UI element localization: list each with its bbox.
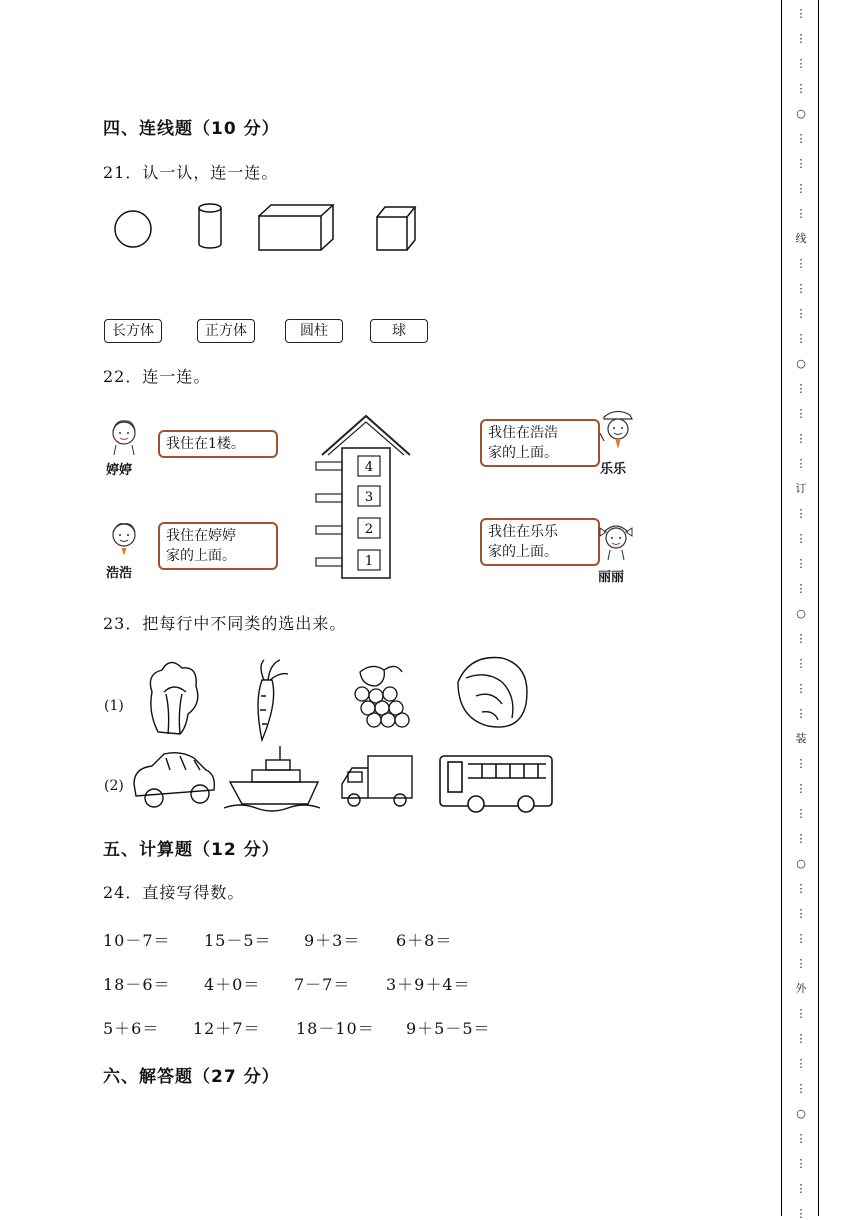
margin-circle-icon: ○ <box>796 1107 806 1120</box>
margin-dots: ⋮ <box>795 682 807 695</box>
margin-dots: ⋮ <box>795 832 807 845</box>
truck-icon <box>342 756 412 806</box>
margin-dots: ⋮ <box>795 432 807 445</box>
question-21-prompt: 21．认一认，连一连。 <box>103 163 279 182</box>
cube-shape <box>377 207 415 250</box>
margin-dots: ⋮ <box>795 207 807 220</box>
margin-dots: ⋮ <box>795 7 807 20</box>
margin-dots: ⋮ <box>795 407 807 420</box>
math-item: 18－10＝ <box>296 1019 375 1038</box>
boy-haohao-icon <box>104 518 144 558</box>
bus-icon <box>440 756 552 812</box>
lettuce-icon <box>150 662 197 734</box>
ship-icon <box>224 746 320 811</box>
name-haohao: 浩浩 <box>106 566 133 581</box>
margin-dots: ⋮ <box>795 557 807 570</box>
margin-dots: ⋮ <box>795 1057 807 1070</box>
margin-dots: ⋮ <box>795 957 807 970</box>
margin-dots: ⋮ <box>795 82 807 95</box>
margin-dots: ⋮ <box>795 282 807 295</box>
margin-dots: ⋮ <box>795 932 807 945</box>
floor-3-label: 3 <box>364 490 374 505</box>
grapes-icon <box>355 666 409 727</box>
name-tingting: 婷婷 <box>106 463 133 478</box>
speech-lili-line1: 我住在乐乐 <box>488 524 558 540</box>
margin-dots: ⋮ <box>795 757 807 770</box>
margin-dots: ⋮ <box>795 132 807 145</box>
label-sphere[interactable]: 球 <box>370 319 428 343</box>
margin-dots: ⋮ <box>795 157 807 170</box>
margin-dots: ⋮ <box>795 1132 807 1145</box>
margin-dots: ⋮ <box>795 582 807 595</box>
speech-haohao <box>158 522 278 570</box>
question-24-prompt: 24．直接写得数。 <box>103 883 245 902</box>
cylinder-shape <box>199 204 221 248</box>
margin-label: 线 <box>795 232 807 245</box>
section-title-6: 六、解答题（27 分） <box>103 1067 280 1087</box>
margin-dots: ⋮ <box>795 532 807 545</box>
row-2-images <box>130 742 560 814</box>
margin-dots: ⋮ <box>795 1007 807 1020</box>
car-icon <box>134 753 214 807</box>
margin-dots: ⋮ <box>795 632 807 645</box>
floor-1-label: 1 <box>364 554 374 569</box>
margin-dots: ⋮ <box>795 57 807 70</box>
margin-dots: ⋮ <box>795 1157 807 1170</box>
question-22-prompt: 22．连一连。 <box>103 367 211 386</box>
solid-shapes <box>100 196 440 260</box>
math-item: 9＋5－5＝ <box>406 1019 491 1038</box>
speech-lili-line2: 家的上面。 <box>488 544 558 560</box>
speech-haohao-line2: 家的上面。 <box>166 548 236 564</box>
math-item: 15－5＝ <box>204 931 272 950</box>
margin-dots: ⋮ <box>795 882 807 895</box>
sphere-shape <box>115 211 151 247</box>
label-cube[interactable]: 正方体 <box>197 319 255 343</box>
margin-dots: ⋮ <box>795 307 807 320</box>
margin-dots: ⋮ <box>795 507 807 520</box>
section-title-4: 四、连线题（10 分） <box>103 119 280 139</box>
floor-2-label: 2 <box>364 522 374 537</box>
speech-lele <box>480 419 600 467</box>
speech-lele-line1: 我住在浩浩 <box>488 425 558 441</box>
binding-margin <box>781 0 819 1220</box>
margin-dots: ⋮ <box>795 907 807 920</box>
margin-circle-icon: ○ <box>796 607 806 620</box>
row-2-label: (2) <box>104 778 124 794</box>
margin-dots: ⋮ <box>795 1032 807 1045</box>
name-lele: 乐乐 <box>600 462 627 477</box>
margin-label: 装 <box>795 732 807 745</box>
margin-dots: ⋮ <box>795 782 807 795</box>
floor-4-label: 4 <box>364 460 374 475</box>
math-item: 5＋6＝ <box>103 1019 160 1038</box>
label-cylinder[interactable]: 圆柱 <box>285 319 343 343</box>
margin-dots: ⋮ <box>795 257 807 270</box>
cabbage-icon <box>458 658 527 728</box>
question-23-prompt: 23．把每行中不同类的选出来。 <box>103 614 347 633</box>
apartment-building-icon <box>310 410 420 582</box>
math-item: 18－6＝ <box>103 975 171 994</box>
boy-lele-icon <box>596 405 640 451</box>
row-1-images <box>140 652 535 744</box>
name-lili: 丽丽 <box>598 570 625 585</box>
margin-label: 订 <box>795 482 807 495</box>
math-item: 9＋3＝ <box>304 931 361 950</box>
margin-dots: ⋮ <box>795 1082 807 1095</box>
margin-dots: ⋮ <box>795 182 807 195</box>
girl-lili-icon <box>596 520 636 564</box>
margin-dots: ⋮ <box>795 382 807 395</box>
margin-dots: ⋮ <box>795 332 807 345</box>
margin-circle-icon: ○ <box>796 857 806 870</box>
margin-dots: ⋮ <box>795 1182 807 1195</box>
cuboid-shape <box>259 205 333 250</box>
margin-dots: ⋮ <box>795 1207 807 1220</box>
margin-dots: ⋮ <box>795 707 807 720</box>
label-cuboid[interactable]: 长方体 <box>104 319 162 343</box>
speech-haohao-line1: 我住在婷婷 <box>166 528 236 544</box>
math-item: 10－7＝ <box>103 931 171 950</box>
row-1-label: (1) <box>104 698 124 714</box>
carrot-icon <box>258 660 288 740</box>
math-item: 7－7＝ <box>294 975 351 994</box>
margin-label: 外 <box>795 982 807 995</box>
speech-tingting: 我住在1楼。 <box>158 430 278 458</box>
margin-dots: ⋮ <box>795 657 807 670</box>
margin-circle-icon: ○ <box>796 357 806 370</box>
speech-lili <box>480 518 600 566</box>
margin-circle-icon: ○ <box>796 107 806 120</box>
girl-tingting-icon <box>104 415 144 455</box>
math-item: 3＋9＋4＝ <box>386 975 471 994</box>
math-item: 6＋8＝ <box>396 931 453 950</box>
margin-dots: ⋮ <box>795 32 807 45</box>
speech-lele-line2: 家的上面。 <box>488 445 558 461</box>
margin-dots: ⋮ <box>795 807 807 820</box>
margin-dots: ⋮ <box>795 457 807 470</box>
math-item: 12＋7＝ <box>193 1019 261 1038</box>
math-item: 4＋0＝ <box>204 975 261 994</box>
section-title-5: 五、计算题（12 分） <box>103 840 280 860</box>
